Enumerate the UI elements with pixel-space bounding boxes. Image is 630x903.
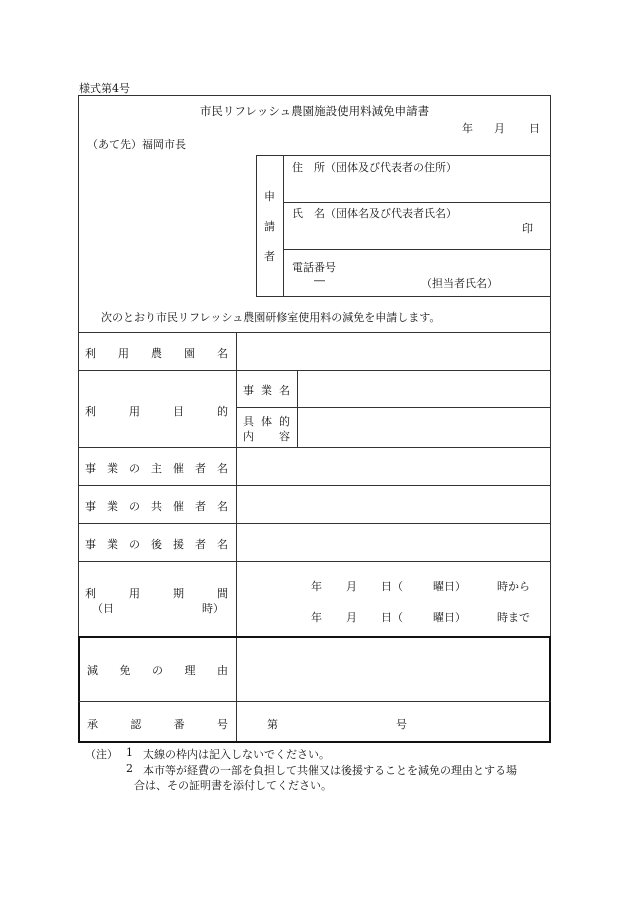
table-row-line xyxy=(78,485,551,486)
period-to-weekday[interactable]: 曜日） xyxy=(433,611,466,624)
form-number: 様式第4号 xyxy=(79,82,130,95)
table-row-line xyxy=(236,407,551,408)
date-day[interactable]: 日 xyxy=(529,122,540,135)
name-label: 氏 名（団体名及び代表者氏名） xyxy=(292,207,457,220)
period-to-year[interactable]: 年 xyxy=(311,611,322,624)
note-1-number: 1 xyxy=(126,746,133,759)
row-label-purpose: 利 用 目 的 xyxy=(85,405,228,418)
detail-field[interactable] xyxy=(299,409,549,445)
row-label-co-organizer: 事 業 の 共 催 者 名 xyxy=(85,500,228,513)
row-label-sponsor: 事 業 の 後 援 者 名 xyxy=(85,538,228,551)
date-year[interactable]: 年 xyxy=(462,122,473,135)
note-1-text: 太線の枠内は記入しないでください。 xyxy=(143,748,330,761)
sponsor-field[interactable] xyxy=(238,525,549,559)
period-sub-open: （日 xyxy=(92,602,114,615)
row-label-approval: 承 認 番 号 xyxy=(87,718,228,731)
period-to-day[interactable]: 日（ xyxy=(381,611,403,624)
addressee: （あて先）福岡市長 xyxy=(87,138,186,151)
form-title: 市民リフレッシュ農園施設使用料減免申請書 xyxy=(199,104,430,118)
period-from-weekday[interactable]: 曜日） xyxy=(433,580,466,593)
application-statement: 次のとおり市民リフレッシュ農園研修室使用料の減免を申請します。 xyxy=(101,311,441,324)
co-organizer-field[interactable] xyxy=(238,487,549,521)
phone-label: 電話番号 xyxy=(292,261,336,274)
approval-prefix: 第 xyxy=(267,718,278,731)
date-month[interactable]: 月 xyxy=(494,122,505,135)
note-2-continued: 合は、その証明書を添付してください。 xyxy=(134,779,332,792)
row-label-farm-name: 利 用 農 園 名 xyxy=(85,347,228,360)
note-2-number: 2 xyxy=(126,762,133,775)
table-row-line xyxy=(78,701,551,702)
table-sublabel-divider xyxy=(297,370,298,447)
row-label-period: 利 用 期 間 xyxy=(85,587,228,600)
contact-person-label: （担当者氏名） xyxy=(421,277,498,290)
business-name-field[interactable] xyxy=(299,372,549,405)
note-2-text: 本市等が経費の一部を負担して共催又は後援することを減免の理由とする場 xyxy=(143,764,517,777)
table-row-line xyxy=(78,523,551,524)
table-row-line xyxy=(78,447,551,448)
period-from-month[interactable]: 月 xyxy=(346,580,357,593)
row-label-reason: 減 免 の 理 由 xyxy=(87,664,228,677)
applicant-top-border xyxy=(256,155,551,156)
applicant-label: 申 請 者 xyxy=(264,190,275,263)
farm-name-field[interactable] xyxy=(238,334,549,368)
sublabel-detail-line1: 具 体 的 xyxy=(243,415,290,428)
address-label: 住 所（団体及び代表者の住所） xyxy=(292,161,457,174)
period-to-time[interactable]: 時まで xyxy=(497,611,530,624)
period-to-month[interactable]: 月 xyxy=(346,611,357,624)
period-sub-close: 時） xyxy=(202,602,224,615)
sublabel-business-name: 事 業 名 xyxy=(243,384,290,397)
table-top-border xyxy=(78,332,551,333)
approval-suffix: 号 xyxy=(396,718,407,731)
applicant-divider-1 xyxy=(283,202,551,203)
table-row-line xyxy=(78,370,551,371)
seal-mark: 印 xyxy=(522,222,533,235)
approval-number-field[interactable] xyxy=(283,706,393,738)
period-from-year[interactable]: 年 xyxy=(311,580,322,593)
notes-label: （注） xyxy=(85,748,118,761)
applicant-label-divider xyxy=(283,155,284,296)
phone-dash: ― xyxy=(314,274,325,287)
sublabel-detail-line2: 内 容 xyxy=(243,430,290,443)
table-row-line xyxy=(78,561,551,562)
applicant-divider-2 xyxy=(283,249,551,250)
applicant-bottom-border xyxy=(256,296,551,297)
reason-field[interactable] xyxy=(238,639,548,699)
period-from-time[interactable]: 時から xyxy=(497,580,530,593)
organizer-field[interactable] xyxy=(238,449,549,483)
period-from-day[interactable]: 日（ xyxy=(381,580,403,593)
row-label-organizer: 事 業 の 主 催 者 名 xyxy=(85,462,228,475)
